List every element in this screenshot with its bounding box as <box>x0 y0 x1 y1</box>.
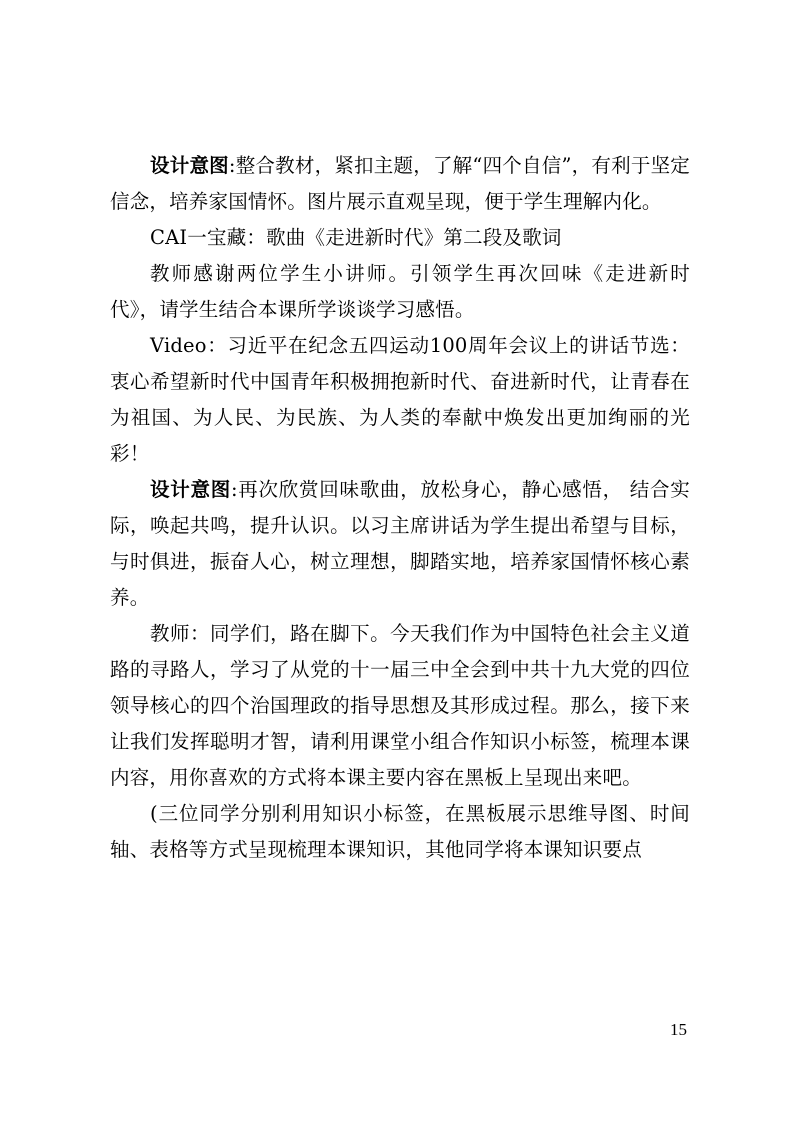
paragraph-text: :再次欣赏回味歌曲，放松身心，静心感悟， 结合实际，唤起共鸣，提升认识。以习主席讲话为学生提出希望与目标，与时俱进，振奋人心，树立理想，脚踏实地，培养家国情怀核心素养。 <box>110 478 690 609</box>
paragraph-design-intent-1 <box>110 148 690 220</box>
document-body <box>110 148 690 868</box>
paragraph-cai-song <box>110 220 690 256</box>
design-intent-label: 设计意图 <box>150 154 229 177</box>
paragraph-text: CAI一宝藏：歌曲《走进新时代》第二段及歌词 <box>150 226 562 249</box>
paragraph-teacher-thanks <box>110 256 690 328</box>
page-number: 15 <box>670 1020 687 1039</box>
paragraph-student-activity <box>110 796 690 868</box>
paragraph-design-intent-2 <box>110 472 690 616</box>
paragraph-text: 教师感谢两位学生小讲师。引领学生再次回味《走进新时代》，请学生结合本课所学谈谈学习感悟。 <box>110 262 690 321</box>
paragraph-text: :整合教材，紧扣主题，了解“四个自信”，有利于坚定信念，培养家国情怀。图片展示直观呈现，便于学生理解内化。 <box>110 154 690 213</box>
paragraph-text: (三位同学分别利用知识小标签，在黑板展示思维导图、时间轴、表格等方式呈现梳理本课知识，其他同学将本课知识要点 <box>110 802 690 861</box>
paragraph-text: Video：习近平在纪念五四运动100周年会议上的讲话节选：衷心希望新时代中国青年积极拥抱新时代、奋进新时代，让青春在为祖国、为人民、为民族、为人类的奉献中焕发出更加绚丽的光彩！ <box>110 334 690 465</box>
paragraph-video-speech <box>110 328 690 472</box>
paragraph-teacher-summary <box>110 616 690 796</box>
design-intent-label: 设计意图 <box>150 478 231 501</box>
paragraph-text: 教师：同学们，路在脚下。今天我们作为中国特色社会主义道路的寻路人，学习了从党的十一届三中全会到中共十九大党的四位领导核心的四个治国理政的指导思想及其形成过程。那么，接下来让我们发挥聪明才智，请利用课堂小组合作知识小标签，梳理本课内容，用你喜欢的方式将本课主要内容在黑板上呈现出来吧。 <box>110 622 690 789</box>
